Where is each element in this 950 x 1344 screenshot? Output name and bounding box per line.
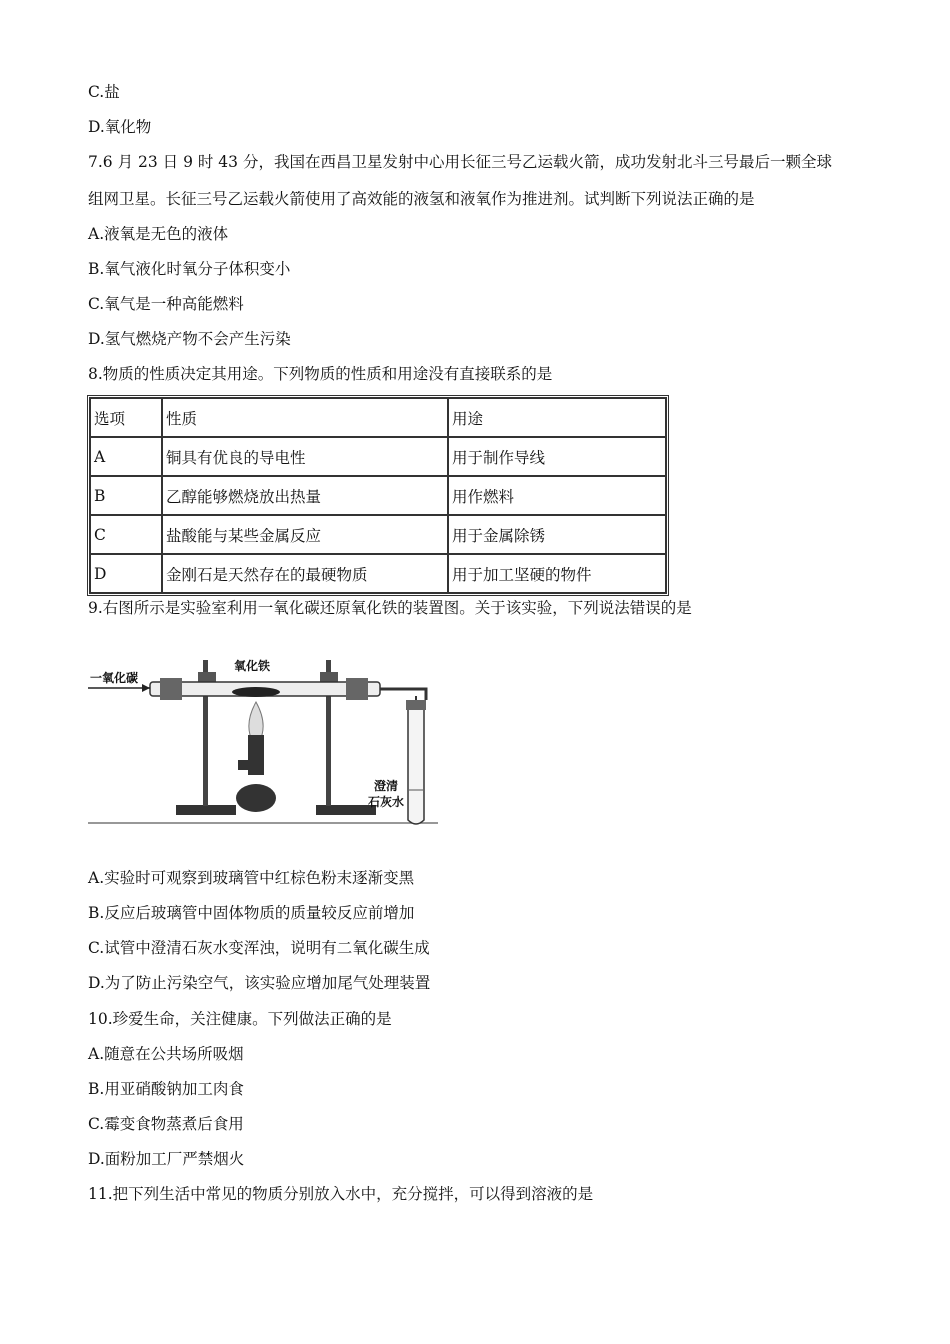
table-header-cell: 选项 — [90, 398, 162, 437]
q10-option-b: B.用亚硝酸钠加工肉食 — [88, 1080, 244, 1098]
q9-stem: 9.右图所示是实验室利用一氧化碳还原氧化铁的装置图。关于该实验，下列说法错误的是 — [88, 599, 692, 617]
q7-option-a: A.液氧是无色的液体 — [88, 225, 229, 243]
table-cell: 乙醇能够燃烧放出热量 — [162, 476, 448, 515]
iron-oxide-powder — [232, 687, 280, 697]
q7-stem-line1: 7.6 月 23 日 9 时 43 分，我国在西昌卫星发射中心用长征三号乙运载火箭，成功发射北斗三号最后一颗全球 — [88, 153, 832, 171]
lamp-base — [236, 784, 276, 812]
q8-stem: 8.物质的性质决定其用途。下列物质的性质和用途没有直接联系的是 — [88, 365, 553, 383]
q10-stem: 10.珍爱生命，关注健康。下列做法正确的是 — [88, 1010, 392, 1028]
q10-option-d: D.面粉加工厂严禁烟火 — [88, 1150, 245, 1168]
table-header-cell: 性质 — [162, 398, 448, 437]
lamp-chimney — [248, 735, 264, 775]
q9-option-b: B.反应后玻璃管中固体物质的质量较反应前增加 — [88, 904, 415, 922]
lamp-valve — [238, 760, 248, 770]
table-header-row — [90, 398, 666, 437]
q7-option-d: D.氢气燃烧产物不会产生污染 — [88, 330, 291, 348]
stopper-left — [160, 678, 182, 700]
label-solid: 氧化铁 — [234, 659, 271, 673]
table-header-cell: 用途 — [448, 398, 666, 437]
table-cell: 用作燃料 — [448, 476, 666, 515]
table-cell: 用于制作导线 — [448, 437, 666, 476]
label-limewater-1: 澄清 — [374, 779, 399, 793]
table-row — [90, 437, 666, 476]
stand-base-left — [176, 805, 236, 815]
table-row — [90, 515, 666, 554]
q8-options-table — [87, 395, 669, 596]
table-row — [90, 476, 666, 515]
q9-option-a: A.实验时可观察到玻璃管中红棕色粉末逐渐变黑 — [88, 869, 415, 887]
table-cell: 盐酸能与某些金属反应 — [162, 515, 448, 554]
q10-option-c: C.霉变食物蒸煮后食用 — [88, 1115, 244, 1133]
test-tube — [408, 700, 424, 824]
q9-option-d: D.为了防止污染空气，该实验应增加尾气处理装置 — [88, 974, 431, 992]
q9-option-c: C.试管中澄清石灰水变浑浊，说明有二氧化碳生成 — [88, 939, 430, 957]
table-cell: 铜具有优良的导电性 — [162, 437, 448, 476]
label-gas-in: 一氧化碳 — [90, 671, 139, 685]
co-reduction-apparatus-figure — [88, 630, 438, 830]
table-cell: D — [90, 554, 162, 593]
table-cell: B — [90, 476, 162, 515]
q6-option-d: D.氧化物 — [88, 118, 152, 136]
outlet-tube — [380, 689, 426, 700]
stopper-right — [346, 678, 368, 700]
table-cell: C — [90, 515, 162, 554]
table-cell: A — [90, 437, 162, 476]
q6-option-c: C.盐 — [88, 83, 120, 101]
table-row — [90, 554, 666, 593]
q7-option-c: C.氧气是一种高能燃料 — [88, 295, 244, 313]
label-limewater-2: 石灰水 — [368, 795, 405, 809]
q11-stem: 11.把下列生活中常见的物质分别放入水中，充分搅拌，可以得到溶液的是 — [88, 1185, 594, 1203]
table-cell: 金刚石是天然存在的最硬物质 — [162, 554, 448, 593]
q10-option-a: A.随意在公共场所吸烟 — [88, 1045, 244, 1063]
table-cell: 用于金属除锈 — [448, 515, 666, 554]
q7-option-b: B.氧气液化时氧分子体积变小 — [88, 260, 291, 278]
table-cell: 用于加工坚硬的物件 — [448, 554, 666, 593]
gas-inlet-arrowhead — [142, 684, 150, 692]
q7-stem-line2: 组网卫星。长征三号乙运载火箭使用了高效能的液氢和液氧作为推进剂。试判断下列说法正确的是 — [88, 190, 755, 208]
flame — [249, 702, 263, 739]
test-tube-stopper — [406, 700, 426, 710]
stand-base-right — [316, 805, 376, 815]
